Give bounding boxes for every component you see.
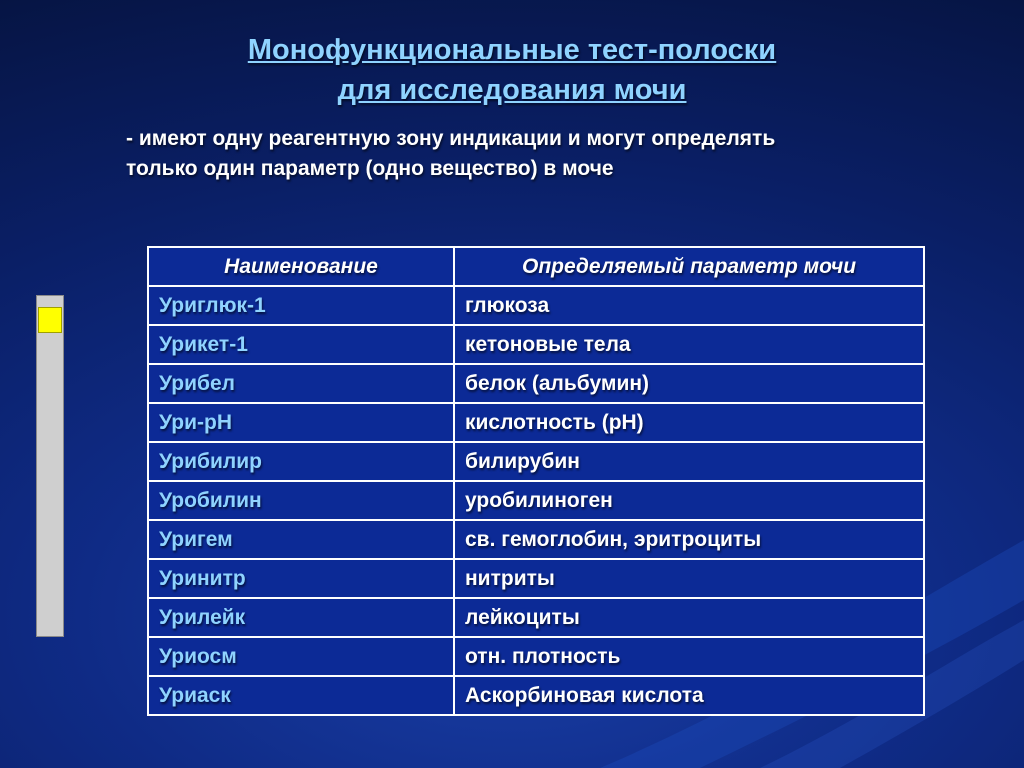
table-row — [148, 598, 924, 637]
table-row — [148, 286, 924, 325]
description-line-2: только один параметр (одно вещество) в моче — [126, 157, 614, 180]
strip-name: Уриглюк-1 — [148, 286, 454, 325]
strip-parameter: кетоновые тела — [454, 325, 924, 364]
strip-name: Урибилир — [148, 442, 454, 481]
parameters-table — [147, 246, 925, 716]
table-row — [148, 364, 924, 403]
table-row — [148, 520, 924, 559]
table-row — [148, 481, 924, 520]
strip-name: Ури-рН — [148, 403, 454, 442]
strip-name: Уриосм — [148, 637, 454, 676]
strip-parameter: билирубин — [454, 442, 924, 481]
table-header-row — [148, 247, 924, 286]
strip-name: Урикет-1 — [148, 325, 454, 364]
reagent-pad — [38, 307, 62, 333]
test-strip-illustration — [36, 295, 64, 637]
table-row — [148, 637, 924, 676]
strip-parameter: Аскорбиновая кислота — [454, 676, 924, 715]
strip-parameter: уробилиноген — [454, 481, 924, 520]
page-title-line-1: Монофункциональные тест-полоски — [247, 34, 777, 66]
strip-name: Уригем — [148, 520, 454, 559]
table-row — [148, 403, 924, 442]
strip-name: Уринитр — [148, 559, 454, 598]
page-title-line-2: для исследования мочи — [337, 74, 687, 106]
header-parameter: Определяемый параметр мочи — [454, 247, 924, 286]
table-row — [148, 676, 924, 715]
description — [126, 124, 966, 184]
strip-name: Уриаск — [148, 676, 454, 715]
strip-parameter: отн. плотность — [454, 637, 924, 676]
strip-parameter: кислотность (рН) — [454, 403, 924, 442]
strip-parameter: лейкоциты — [454, 598, 924, 637]
strip-name: Урилейк — [148, 598, 454, 637]
table-row — [148, 559, 924, 598]
header-name: Наименование — [148, 247, 454, 286]
table-row — [148, 442, 924, 481]
page-title — [0, 30, 1024, 110]
strip-parameter: глюкоза — [454, 286, 924, 325]
table-row — [148, 325, 924, 364]
strip-name: Уробилин — [148, 481, 454, 520]
description-line-1: - имеют одну реагентную зону индикации и могут определять — [126, 127, 776, 150]
strip-parameter: нитриты — [454, 559, 924, 598]
strip-parameter: белок (альбумин) — [454, 364, 924, 403]
strip-name: Урибел — [148, 364, 454, 403]
strip-parameter: св. гемоглобин, эритроциты — [454, 520, 924, 559]
